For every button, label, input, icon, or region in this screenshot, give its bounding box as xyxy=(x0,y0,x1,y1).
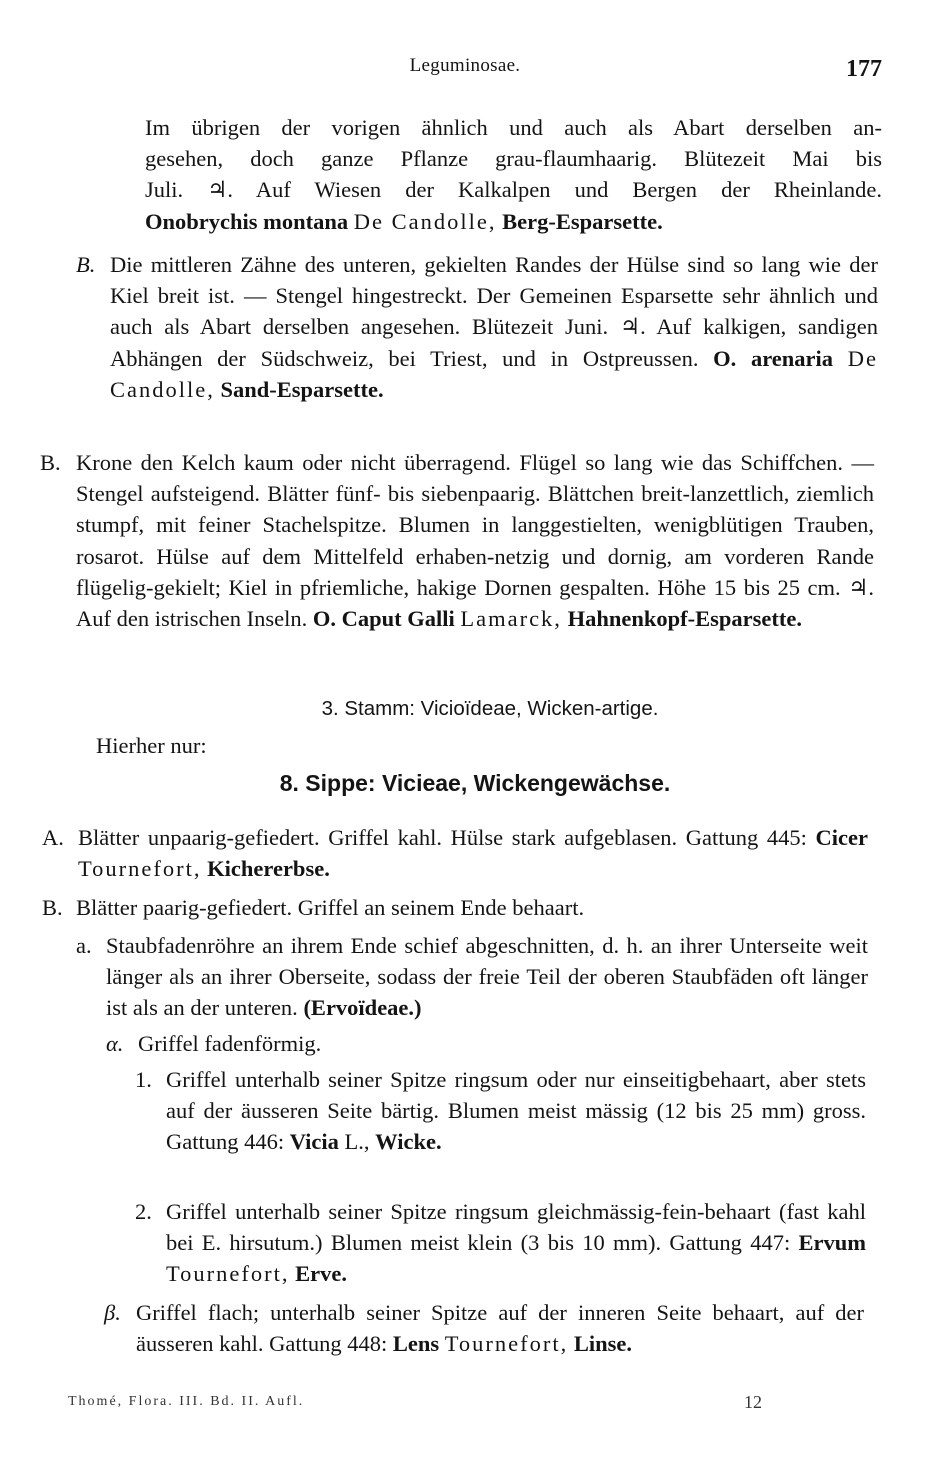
paragraph-arenaria xyxy=(110,249,878,405)
group-name: (Ervoïdeae.) xyxy=(303,995,422,1021)
paragraph-text: Blätter paarig-gefiedert. Griffel an seinem Ende behaart. xyxy=(76,895,585,920)
footer-source: Thomé, Flora. III. Bd. II. Aufl. xyxy=(68,1394,305,1409)
paragraph-ervum xyxy=(166,1196,866,1290)
paragraph-text: Krone den Kelch kaum oder nicht überragend. Flügel so lang wie das Schiffchen. — Stengel aufsteigend. Blätter fünf- bis siebenpaarig. Blättchen breit-lanzettlich, ziemlich stumpf, mit feiner Stachelspitze. Blumen in langgestielten, wenigblütigen Trauben, rosarot. Hülse auf dem Mittelfeld erhaben-netzig und dornig, am vorderen Rande flügelig-gekielt; Kiel in pfriemliche, hakige Dornen gespalten. Höhe 15 bis 25 cm. ♃. Auf den istrischen Inseln. xyxy=(76,450,874,632)
paragraph-text: Griffel fadenförmig. xyxy=(138,1031,322,1056)
paragraph-text: Griffel unterhalb seiner Spitze ringsum gleichmässig-fein-behaart (fast kahl bei E. hirsutum.) Blumen meist klein (3 bis 10 mm). Gattung 447: xyxy=(166,1199,866,1256)
paragraph-alpha xyxy=(138,1028,738,1059)
paragraph-lens xyxy=(136,1297,864,1359)
paragraph-text: Griffel flach; unterhalb seiner Spitze auf der inneren Seite behaart, auf der äusseren kahl. Gattung 448: xyxy=(136,1300,864,1357)
common-name: Hahnenkopf-Esparsette. xyxy=(567,606,802,632)
paragraph-b-paarig xyxy=(76,892,866,923)
genus-name: Lens xyxy=(392,1331,440,1357)
sippe-heading: 8. Sippe: Vicieae, Wickengewächse. xyxy=(279,770,671,796)
author-name: Tournefort, xyxy=(78,856,202,882)
stamm-heading: 3. Stamm: Vicioïdeae, Wicken-artige. xyxy=(321,697,659,720)
paragraph-cicer xyxy=(78,822,868,884)
running-header: Leguminosae. xyxy=(409,55,521,76)
genus-name: Ervum xyxy=(798,1230,867,1256)
list-marker: A. xyxy=(42,825,64,850)
paragraph-caput-galli xyxy=(76,447,874,634)
genus-name: Vicia xyxy=(289,1129,339,1155)
text-line: gesehen, doch ganze Pflanze grau-flaumhaarig. Blütezeit Mai bis xyxy=(145,146,882,172)
author-name: Lamarck, xyxy=(460,606,562,632)
common-name: Linse. xyxy=(573,1331,632,1357)
common-name: Berg-Esparsette. xyxy=(502,208,663,234)
list-marker: B. xyxy=(42,895,63,920)
species-name: O. arenaria xyxy=(713,345,834,371)
common-name: Kichererbse. xyxy=(207,856,330,882)
paragraph-text: Blätter unpaarig-gefiedert. Griffel kahl. Hülse stark aufgeblasen. Gattung 445: xyxy=(78,825,807,850)
hierher-line: Hierher nur: xyxy=(96,733,207,758)
paragraph-text: Griffel unterhalb seiner Spitze ringsum oder nur einseitigbehaart, aber stets auf der äusseren Seite bärtig. Blumen meist mässig (12 bis 25 mm) gross. Gattung 446: xyxy=(166,1067,866,1155)
list-marker: β. xyxy=(104,1300,121,1325)
list-marker: a. xyxy=(76,933,92,958)
footer-signature: 12 xyxy=(744,1392,762,1412)
list-marker: B. xyxy=(40,450,61,475)
author-name: De Candolle, xyxy=(110,345,879,402)
author-name: L., xyxy=(344,1129,370,1155)
common-name: Erve. xyxy=(295,1261,347,1287)
paragraph-montana xyxy=(145,112,882,237)
common-name: Sand-Esparsette. xyxy=(220,376,384,402)
paragraph-text: Die mittleren Zähne des unteren, gekielten Randes der Hülse sind so lang wie der Kiel breit ist. — Stengel hingestreckt. Der Gemeinen Esparsette sehr ähnlich und auch als Abart derselben angesehen. Blütezeit Juni. ♃. Auf kalkigen, sandigen Abhängen der Südschweiz, bei Triest, und in Ostpreussen. xyxy=(110,252,878,371)
paragraph-text: Staubfadenröhre an ihrem Ende schief abgeschnitten, d. h. an ihrer Unterseite weit länger als an ihrer Oberseite, sodass der freie Teil der oberen Staubfäden oft länger ist als an der unteren. xyxy=(106,933,868,1021)
author-name: Tournefort, xyxy=(444,1331,569,1357)
text-line: Im übrigen der vorigen ähnlich und auch als Abart derselben an- xyxy=(145,115,882,140)
species-name: Onobrychis montana xyxy=(145,208,349,234)
list-marker: α. xyxy=(106,1031,124,1056)
page-number: 177 xyxy=(846,56,882,82)
list-marker: 2. xyxy=(135,1199,152,1224)
text-line: Juli. ♃. Auf Wiesen der Kalkalpen und Bergen der Rheinlande. xyxy=(145,177,882,203)
paragraph-vicia xyxy=(166,1064,866,1158)
author-name: De Candolle, xyxy=(353,208,497,234)
list-marker: B. xyxy=(76,252,96,277)
paragraph-a-staubfaden xyxy=(106,930,868,1024)
author-name: Tournefort, xyxy=(166,1261,290,1287)
common-name: Wicke. xyxy=(375,1129,442,1155)
genus-name: Cicer xyxy=(815,825,868,850)
list-marker: 1. xyxy=(135,1067,152,1092)
species-name: O. Caput Galli xyxy=(312,606,455,632)
